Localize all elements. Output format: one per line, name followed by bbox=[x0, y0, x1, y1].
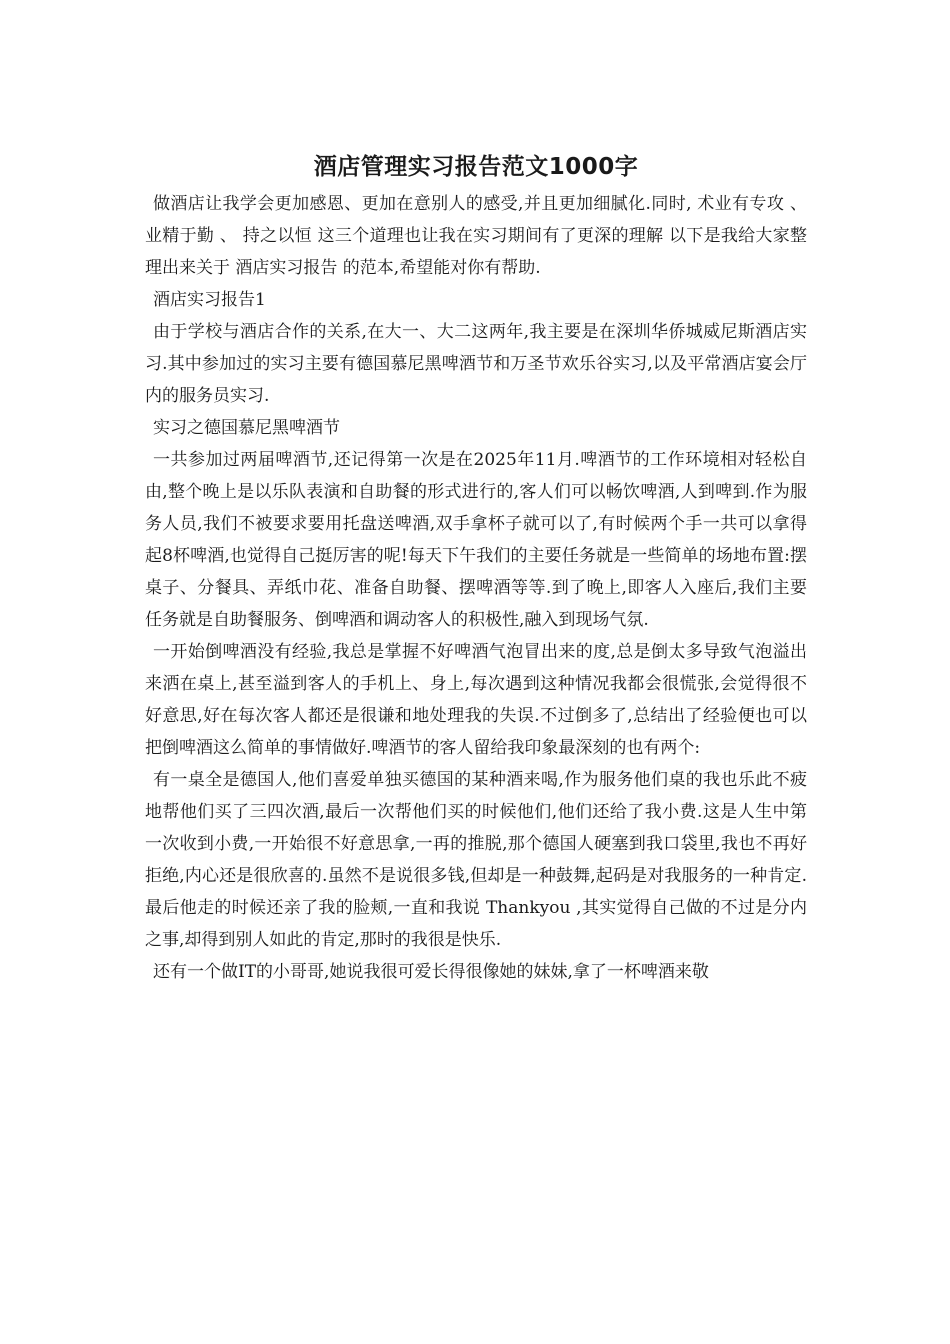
body-paragraph: 一开始倒啤酒没有经验,我总是掌握不好啤酒气泡冒出来的度,总是倒太多导致气泡溢出来洒在桌上,甚至溢到客人的手机上、身上,每次遇到这种情况我都会很慌张,会觉得很不好意思,好在每次客人都还是很谦和地处理我的失误.不过倒多了,总结出了经验便也可以把倒啤酒这么简单的事情做好.啤酒节的客人留给我印象最深刻的也有两个: bbox=[145, 642, 807, 758]
body-paragraph: 由于学校与酒店合作的关系,在大一、大二这两年,我主要是在深圳华侨城威尼斯酒店实习.其中参加过的实习主要有德国慕尼黑啤酒节和万圣节欢乐谷实习,以及平常酒店宴会厅内的服务员实习. bbox=[145, 322, 807, 406]
document-page bbox=[145, 150, 807, 988]
subsection-heading: 实习之德国慕尼黑啤酒节 bbox=[153, 418, 340, 438]
section-heading: 酒店实习报告1 bbox=[153, 290, 266, 310]
intro-paragraph: 做酒店让我学会更加感恩、更加在意别人的感受,并且更加细腻化.同时, 术业有专攻 、 业精于勤 、 持之以恒 这三个道理也让我在实习期间有了更深的理解 以下是我给大家整理出来关于 酒店实习报告 的范本,希望能对你有帮助. bbox=[145, 194, 807, 278]
body-paragraph: 有一桌全是德国人,他们喜爱单独买德国的某种酒来喝,作为服务他们桌的我也乐此不疲地帮他们买了三四次酒,最后一次帮他们买的时候他们,他们还给了我小费.这是人生中第一次收到小费,一开始很不好意思拿,一再的推脱,那个德国人硬塞到我口袋里,我也不再好拒绝,内心还是很欣喜的.虽然不是说很多钱,但却是一种鼓舞,起码是对我服务的一种肯定.最后他走的时候还亲了我的脸颊,一直和我说 Thankyou ,其实觉得自己做的不过是分内之事,却得到别人如此的肯定,那时的我很是快乐. bbox=[145, 770, 807, 950]
body-paragraph: 还有一个做IT的小哥哥,她说我很可爱长得很像她的妹妹,拿了一杯啤酒来敬 bbox=[153, 962, 709, 982]
document-title: 酒店管理实习报告范文1000字 bbox=[313, 154, 639, 180]
body-paragraph: 一共参加过两届啤酒节,还记得第一次是在2025年11月.啤酒节的工作环境相对轻松自由,整个晚上是以乐队表演和自助餐的形式进行的,客人们可以畅饮啤酒,人到啤到.作为服务人员,我们不被要求要用托盘送啤酒,双手拿杯子就可以了,有时候两个手一共可以拿得起8杯啤酒,也觉得自己挺厉害的呢!每天下午我们的主要任务就是一些简单的场地布置:摆桌子、分餐具、弄纸巾花、准备自助餐、摆啤酒等等.到了晚上,即客人入座后,我们主要任务就是自助餐服务、倒啤酒和调动客人的积极性,融入到现场气氛. bbox=[145, 450, 807, 630]
